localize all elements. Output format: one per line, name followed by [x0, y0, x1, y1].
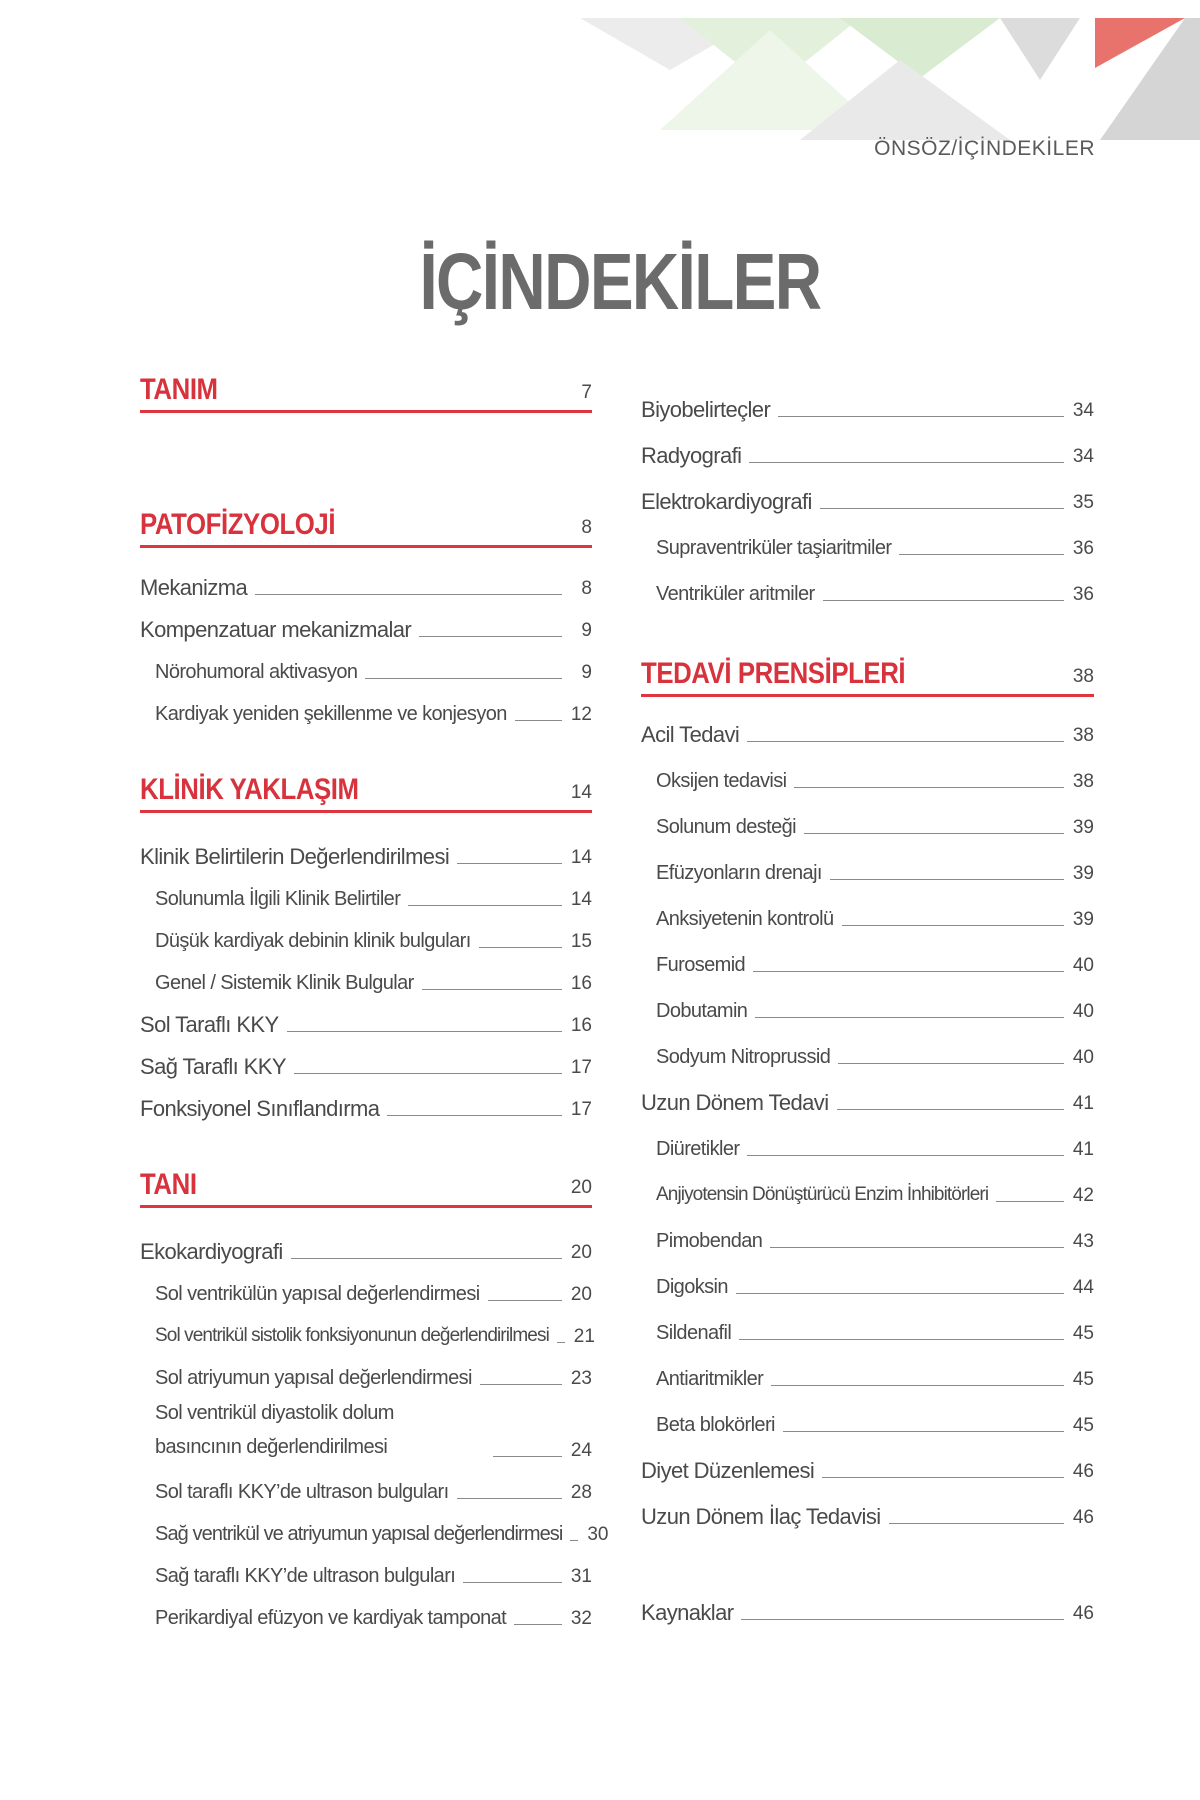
leader-line: [820, 508, 1064, 509]
leader-line: [899, 554, 1064, 555]
leader-line: [514, 1624, 562, 1625]
leader-line: [365, 678, 562, 679]
entry-page: 46: [1072, 1461, 1094, 1482]
entry-label: Biyobelirteçler: [641, 397, 771, 422]
entry-label: Sol atriyumun yapısal değerlendirmesi: [155, 1367, 472, 1389]
entry-label: Dobutamin: [656, 1000, 748, 1022]
leader-line: [479, 947, 562, 948]
leader-line: [749, 462, 1064, 463]
entry-label: Sol ventrikül diyastolik dolum basıncının değerlendirilmesi: [155, 1402, 394, 1458]
toc-entry[interactable]: [641, 1439, 1094, 1485]
leader-line: [741, 1619, 1064, 1620]
leader-line: [557, 1342, 565, 1343]
running-header: ÖNSÖZ/İÇİNDEKİLER: [874, 137, 1095, 160]
entry-page: 41: [1072, 1093, 1094, 1114]
toc-subentry[interactable]: [641, 1025, 1094, 1071]
toc-subentry[interactable]: [140, 1308, 595, 1350]
entry-page: 46: [1072, 1507, 1094, 1528]
toc-entry-kaynaklar[interactable]: [641, 1581, 1094, 1627]
entry-page: 21: [573, 1326, 595, 1347]
toc-subentry[interactable]: [641, 1209, 1094, 1255]
entry-page: 36: [1072, 584, 1094, 605]
toc-subentry[interactable]: [140, 1266, 592, 1308]
entry-label: Kardiyak yeniden şekillenme ve konjesyon: [155, 703, 507, 725]
entry-page: 17: [570, 1057, 592, 1078]
section-title: PATOFİZYOLOJİ: [140, 508, 336, 541]
leader-line: [755, 1017, 1064, 1018]
toc-subentry[interactable]: [641, 887, 1094, 933]
toc-subentry[interactable]: [140, 644, 592, 686]
leader-line: [457, 1498, 562, 1499]
entry-label: Anksiyetenin kontrolü: [656, 908, 834, 930]
entry-label: Sağ Taraflı KKY: [140, 1054, 286, 1079]
toc-subentry[interactable]: [641, 933, 1094, 979]
leader-line: [996, 1201, 1064, 1202]
leader-line: [783, 1431, 1064, 1432]
toc-entry[interactable]: [140, 1039, 592, 1081]
entry-page: 17: [570, 1099, 592, 1120]
entry-label: Sol taraflı KKY’de ultrason bulguları: [155, 1481, 449, 1503]
entry-label: Sodyum Nitroprussid: [656, 1046, 831, 1068]
toc-entry[interactable]: [641, 390, 1094, 424]
toc-subentry[interactable]: [140, 1392, 592, 1464]
toc-subentry[interactable]: [641, 1163, 1094, 1209]
entry-page: 35: [1072, 492, 1094, 513]
toc-entry[interactable]: [140, 997, 592, 1039]
entry-label: Sol Taraflı KKY: [140, 1012, 279, 1037]
entry-page: 36: [1072, 538, 1094, 559]
leader-line: [747, 741, 1064, 742]
entry-label: Pimobendan: [656, 1230, 763, 1252]
entry-label: Anjiyotensin Dönüştürücü Enzim İnhibitörleri: [656, 1184, 989, 1205]
leader-line: [770, 1247, 1064, 1248]
entry-label: Ventriküler aritmiler: [656, 583, 815, 605]
entry-page: 40: [1072, 955, 1094, 976]
leader-line: [457, 863, 562, 864]
entry-label: Sol ventrikülün yapısal değerlendirmesi: [155, 1283, 480, 1305]
toc-entry[interactable]: [140, 829, 592, 871]
entry-page: 20: [570, 1284, 592, 1305]
section-title: TANI: [140, 1168, 197, 1201]
leader-line: [736, 1293, 1064, 1294]
entry-page: 12: [570, 704, 592, 725]
entry-label: Furosemid: [656, 954, 746, 976]
leader-line: [294, 1073, 562, 1074]
entry-page: 9: [581, 662, 592, 683]
leader-line: [255, 594, 562, 595]
toc-subentry[interactable]: [641, 795, 1094, 841]
leader-line: [291, 1258, 562, 1259]
entry-page: 14: [570, 889, 592, 910]
section-page-number: 8: [581, 517, 592, 538]
entry-page: 38: [1072, 771, 1094, 792]
entry-label: Solunum desteği: [656, 816, 796, 838]
entry-page: 46: [1072, 1603, 1094, 1624]
leader-line: [408, 905, 562, 906]
entry-page: 34: [1072, 446, 1094, 467]
toc-subentry[interactable]: [140, 686, 592, 728]
entry-label: Mekanizma: [140, 575, 248, 600]
leader-line: [804, 833, 1064, 834]
section-page-number: 38: [1072, 666, 1094, 687]
entry-label: Ekokardiyografi: [140, 1239, 283, 1264]
entry-page: 9: [581, 620, 592, 641]
toc-left-column: [140, 370, 609, 1632]
entry-page: 23: [570, 1368, 592, 1389]
entry-page: 14: [570, 847, 592, 868]
entry-page: 39: [1072, 863, 1094, 884]
toc-entry[interactable]: [140, 602, 592, 644]
leader-line: [838, 1063, 1064, 1064]
toc-right-column: [641, 390, 1094, 1627]
entry-label: Beta blokörleri: [656, 1414, 775, 1436]
section-page-number: 7: [581, 382, 592, 403]
section-title: TEDAVİ PRENSİPLERİ: [641, 657, 906, 690]
toc-subentry[interactable]: [140, 1350, 592, 1392]
leader-line: [387, 1115, 562, 1116]
section-patofizyoloji[interactable]: [140, 505, 592, 548]
entry-label: Klinik Belirtilerin Değerlendirilmesi: [140, 844, 450, 869]
leader-line: [771, 1385, 1064, 1386]
toc-entry[interactable]: [641, 1485, 1094, 1531]
toc-subentry[interactable]: [641, 979, 1094, 1025]
toc-entry[interactable]: [641, 703, 1094, 749]
toc-subentry[interactable]: [641, 749, 1094, 795]
deco-triangle-grey-3: [1000, 18, 1080, 80]
entry-label: Oksijen tedavisi: [656, 770, 787, 792]
entry-page: 34: [1072, 400, 1094, 421]
entry-label: Kaynaklar: [641, 1600, 734, 1625]
entry-page: 16: [570, 1015, 592, 1036]
leader-line: [830, 879, 1064, 880]
toc-subentry[interactable]: [641, 1301, 1094, 1347]
entry-page: 24: [570, 1440, 592, 1461]
leader-line: [747, 1155, 1064, 1156]
decorative-triangles: [0, 0, 1200, 140]
toc-subentry[interactable]: [140, 1548, 592, 1590]
toc-subentry[interactable]: [140, 955, 592, 997]
toc-entry[interactable]: [140, 1081, 592, 1123]
entry-page: 45: [1072, 1415, 1094, 1436]
entry-label: Sol ventrikül sistolik fonksiyonunun değerlendirilmesi: [155, 1325, 549, 1346]
toc-subentry[interactable]: [140, 1590, 592, 1632]
leader-line: [778, 416, 1064, 417]
entry-page: 45: [1072, 1369, 1094, 1390]
entry-label: Sağ ventrikül ve atriyumun yapısal değerlendirmesi: [155, 1523, 563, 1545]
deco-triangle-green-3: [840, 18, 1000, 78]
entry-label: Uzun Dönem İlaç Tedavisi: [641, 1504, 881, 1529]
entry-label: Supraventriküler taşiaritmiler: [656, 537, 892, 559]
leader-line: [753, 971, 1064, 972]
page-title: İÇİNDEKİLER: [419, 237, 821, 326]
entry-label: Kompenzatuar mekanizmalar: [140, 617, 412, 642]
entry-page: 16: [570, 973, 592, 994]
toc-subentry[interactable]: [641, 562, 1094, 608]
leader-line: [480, 1384, 562, 1385]
entry-page: 8: [581, 578, 592, 599]
toc-entry[interactable]: [140, 560, 592, 602]
toc-subentry[interactable]: [641, 841, 1094, 887]
entry-label: Acil Tedavi: [641, 722, 740, 747]
toc-subentry[interactable]: [641, 1347, 1094, 1393]
section-title: TANIM: [140, 373, 218, 406]
entry-page: 40: [1072, 1001, 1094, 1022]
leader-line: [422, 989, 562, 990]
entry-label: Diyet Düzenlemesi: [641, 1458, 815, 1483]
entry-label: Efüzyonların drenajı: [656, 862, 822, 884]
entry-label: Solunumla İlgili Klinik Belirtiler: [155, 888, 401, 910]
section-page-number: 14: [570, 782, 592, 803]
entry-label: Radyografi: [641, 443, 742, 468]
toc-subentry[interactable]: [140, 1506, 609, 1548]
leader-line: [794, 787, 1064, 788]
toc-subentry[interactable]: [641, 1393, 1094, 1439]
entry-label: Elektrokardiyografi: [641, 489, 812, 514]
entry-label: Uzun Dönem Tedavi: [641, 1090, 829, 1115]
toc-subentry[interactable]: [641, 516, 1094, 562]
entry-label: Sağ taraflı KKY’de ultrason bulguları: [155, 1565, 456, 1587]
leader-line: [493, 1456, 562, 1457]
section-tanim[interactable]: [140, 370, 592, 413]
leader-line: [570, 1540, 578, 1541]
leader-line: [823, 600, 1064, 601]
toc-entry[interactable]: [641, 424, 1094, 470]
entry-page: 43: [1072, 1231, 1094, 1252]
section-klinik-yaklasim[interactable]: [140, 770, 592, 813]
toc-subentry[interactable]: [641, 1255, 1094, 1301]
section-title: KLİNİK YAKLAŞIM: [140, 773, 359, 806]
entry-label: Nörohumoral aktivasyon: [155, 661, 358, 683]
entry-label: Fonksiyonel Sınıflandırma: [140, 1096, 380, 1121]
entry-page: 44: [1072, 1277, 1094, 1298]
leader-line: [889, 1523, 1064, 1524]
entry-label: Digoksin: [656, 1276, 728, 1298]
entry-label: Antiaritmikler: [656, 1368, 764, 1390]
section-page-number: 20: [570, 1177, 592, 1198]
toc-subentry[interactable]: [140, 1464, 592, 1506]
entry-page: 39: [1072, 817, 1094, 838]
entry-page: 42: [1072, 1185, 1094, 1206]
entry-page: 39: [1072, 909, 1094, 930]
leader-line: [822, 1477, 1064, 1478]
entry-label: Genel / Sistemik Klinik Bulgular: [155, 972, 414, 994]
leader-line: [463, 1582, 562, 1583]
leader-line: [837, 1109, 1065, 1110]
entry-page: 45: [1072, 1323, 1094, 1344]
leader-line: [739, 1339, 1064, 1340]
entry-page: 40: [1072, 1047, 1094, 1068]
section-tani[interactable]: [140, 1165, 592, 1208]
leader-line: [419, 636, 562, 637]
toc-subentry[interactable]: [140, 871, 592, 913]
entry-page: 38: [1072, 725, 1094, 746]
entry-page: 28: [570, 1482, 592, 1503]
toc-subentry[interactable]: [140, 913, 592, 955]
entry-label: Sildenafil: [656, 1322, 732, 1344]
entry-label: Perikardiyal efüzyon ve kardiyak tamponat: [155, 1607, 507, 1629]
toc-subentry[interactable]: [641, 1117, 1094, 1163]
entry-page: 32: [570, 1608, 592, 1629]
leader-line: [488, 1300, 562, 1301]
entry-page: 15: [570, 931, 592, 952]
entry-label: Düşük kardiyak debinin klinik bulguları: [155, 930, 471, 952]
leader-line: [842, 925, 1064, 926]
entry-label: Diüretikler: [656, 1138, 740, 1160]
entry-page: 31: [570, 1566, 592, 1587]
leader-line: [515, 720, 562, 721]
toc-entry[interactable]: [140, 1224, 592, 1266]
leader-line: [287, 1031, 562, 1032]
toc-entry[interactable]: [641, 1071, 1094, 1117]
entry-page: 30: [587, 1524, 609, 1545]
entry-page: 20: [570, 1242, 592, 1263]
toc-entry[interactable]: [641, 470, 1094, 516]
section-tedavi-prensipleri[interactable]: [641, 654, 1094, 697]
entry-page: 41: [1072, 1139, 1094, 1160]
